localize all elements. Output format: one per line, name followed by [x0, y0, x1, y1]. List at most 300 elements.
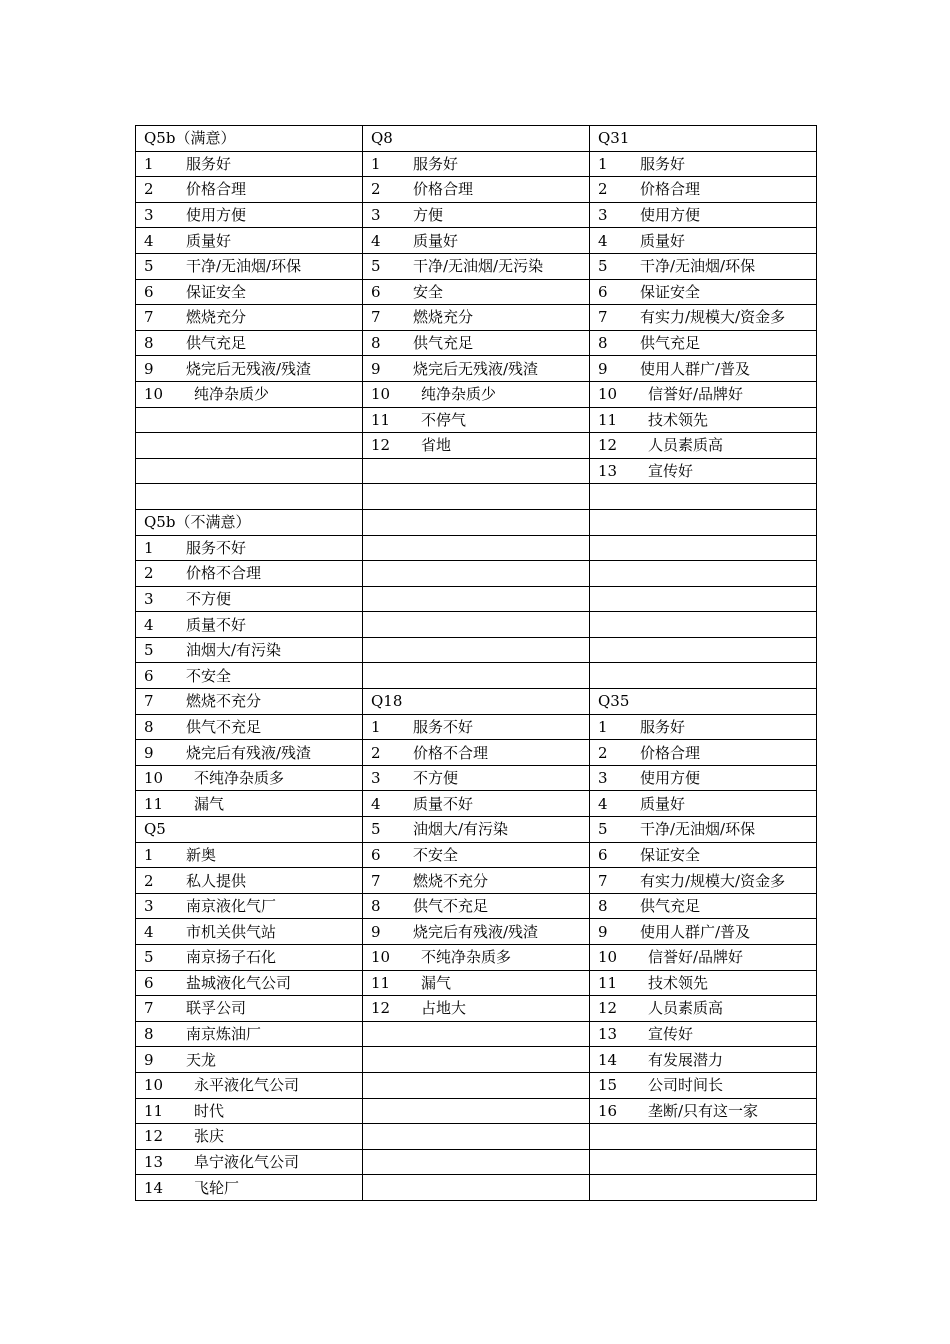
- question-header-cell: Q35: [590, 689, 817, 715]
- table-row: [136, 356, 817, 382]
- answer-code-cell: [590, 842, 817, 868]
- answer-code-number: 5: [144, 948, 154, 967]
- table-row: [136, 817, 817, 843]
- answer-code-number: 2: [144, 871, 154, 890]
- answer-code-number: 7: [144, 308, 154, 327]
- answer-code-cell: [363, 970, 590, 996]
- answer-code-label: 服务好: [186, 154, 232, 173]
- answer-code-label: 服务好: [640, 717, 686, 736]
- answer-code-number: 5: [371, 820, 381, 839]
- answer-code-cell: [136, 945, 363, 971]
- table-row: [136, 407, 817, 433]
- answer-code-cell: [363, 945, 590, 971]
- table-row: [136, 535, 817, 561]
- table-row: [136, 637, 817, 663]
- answer-code-cell: [590, 202, 817, 228]
- answer-code-cell: [590, 1047, 817, 1073]
- answer-code-number: 2: [144, 180, 154, 199]
- answer-code-label: 保证安全: [640, 845, 701, 864]
- answer-code-number: 2: [144, 564, 154, 583]
- answer-code-cell: [363, 202, 590, 228]
- answer-code-cell: [590, 305, 817, 331]
- answer-code-number: 7: [371, 308, 381, 327]
- answer-code-number: 8: [371, 334, 381, 353]
- empty-cell: [363, 1072, 590, 1098]
- answer-code-cell: [136, 381, 363, 407]
- empty-cell: [363, 458, 590, 484]
- answer-code-number: 10: [144, 1076, 164, 1095]
- answer-code-label: 干净/无油烟/环保: [186, 257, 302, 276]
- answer-code-number: 12: [371, 999, 391, 1018]
- answer-code-number: 7: [144, 692, 154, 711]
- empty-cell: [136, 484, 363, 510]
- table-row: [136, 1047, 817, 1073]
- answer-code-label: 价格不合理: [413, 743, 489, 762]
- answer-code-number: 11: [371, 410, 391, 429]
- answer-code-label: 联孚公司: [186, 999, 247, 1018]
- answer-code-label: 信誉好/品牌好: [648, 385, 744, 404]
- answer-code-cell: [363, 996, 590, 1022]
- answer-code-label: 纯净杂质少: [194, 385, 270, 404]
- empty-cell: [363, 1021, 590, 1047]
- answer-code-number: 2: [371, 743, 381, 762]
- answer-code-number: 4: [144, 231, 154, 250]
- table-row: [136, 663, 817, 689]
- answer-code-cell: [363, 817, 590, 843]
- answer-code-number: 8: [371, 897, 381, 916]
- answer-code-number: 12: [598, 436, 618, 455]
- answer-code-number: 9: [144, 359, 154, 378]
- empty-cell: [363, 484, 590, 510]
- table-row: [136, 893, 817, 919]
- answer-code-label: 市机关供气站: [186, 922, 277, 941]
- answer-code-cell: [136, 151, 363, 177]
- answer-code-label: 使用方便: [186, 206, 247, 225]
- answer-code-cell: [363, 919, 590, 945]
- answer-code-cell: [136, 561, 363, 587]
- answer-code-number: 8: [144, 334, 154, 353]
- answer-code-cell: [590, 330, 817, 356]
- answer-code-cell: [136, 868, 363, 894]
- answer-code-cell: [590, 433, 817, 459]
- answer-code-cell: [590, 279, 817, 305]
- answer-code-number: 6: [598, 282, 608, 301]
- answer-code-cell: [590, 714, 817, 740]
- answer-code-label: 技术领先: [648, 973, 709, 992]
- answer-code-number: 8: [144, 1025, 154, 1044]
- answer-code-cell: [363, 791, 590, 817]
- answer-code-label: 公司时间长: [648, 1076, 724, 1095]
- answer-code-number: 9: [371, 359, 381, 378]
- answer-code-label: 燃烧不充分: [413, 871, 489, 890]
- answer-code-label: 烧完后有残液/残渣: [413, 922, 539, 941]
- empty-cell: [363, 663, 590, 689]
- empty-cell: [590, 561, 817, 587]
- answer-code-number: 4: [371, 794, 381, 813]
- answer-code-label: 质量好: [640, 231, 686, 250]
- answer-code-cell: [136, 586, 363, 612]
- answer-code-number: 1: [144, 538, 154, 557]
- answer-code-number: 9: [598, 359, 608, 378]
- answer-code-label: 使用人群广/普及: [640, 359, 751, 378]
- table-row: [136, 305, 817, 331]
- answer-code-label: 不纯净杂质多: [194, 769, 285, 788]
- answer-code-number: 7: [371, 871, 381, 890]
- answer-code-cell: [363, 330, 590, 356]
- answer-code-label: 不安全: [413, 845, 459, 864]
- answer-code-number: 1: [598, 717, 608, 736]
- answer-code-number: 3: [144, 897, 154, 916]
- answer-code-cell: [590, 919, 817, 945]
- question-header-cell: Q8: [363, 126, 590, 152]
- answer-code-cell: [590, 791, 817, 817]
- answer-code-cell: [136, 1175, 363, 1201]
- answer-code-cell: [136, 1021, 363, 1047]
- question-header-cell: Q5b（满意）: [136, 126, 363, 152]
- answer-code-cell: [363, 305, 590, 331]
- answer-code-number: 13: [144, 1153, 164, 1172]
- empty-cell: [363, 535, 590, 561]
- answer-code-cell: [136, 1072, 363, 1098]
- answer-code-cell: [590, 177, 817, 203]
- answer-code-cell: [363, 893, 590, 919]
- answer-code-number: 12: [598, 999, 618, 1018]
- table-row: [136, 330, 817, 356]
- answer-code-number: 10: [371, 948, 391, 967]
- answer-code-number: 10: [144, 385, 164, 404]
- answer-code-label: 保证安全: [640, 282, 701, 301]
- table-row: [136, 126, 817, 152]
- answer-code-label: 供气充足: [413, 334, 474, 353]
- answer-code-cell: [363, 433, 590, 459]
- answer-code-number: 4: [598, 231, 608, 250]
- answer-code-cell: [136, 893, 363, 919]
- answer-code-cell: [136, 253, 363, 279]
- answer-code-number: 11: [371, 973, 391, 992]
- answer-code-label: 宣传好: [648, 1025, 694, 1044]
- answer-code-cell: [136, 689, 363, 715]
- answer-code-cell: [590, 945, 817, 971]
- answer-code-label: 服务好: [640, 154, 686, 173]
- answer-code-number: 1: [371, 717, 381, 736]
- answer-code-label: 供气不充足: [186, 717, 262, 736]
- answer-code-label: 不停气: [421, 410, 467, 429]
- empty-cell: [363, 637, 590, 663]
- answer-code-number: 5: [598, 820, 608, 839]
- answer-code-number: 6: [598, 845, 608, 864]
- answer-code-label: 张庆: [194, 1127, 225, 1146]
- answer-code-label: 供气充足: [186, 334, 247, 353]
- answer-code-cell: [590, 765, 817, 791]
- table-row: [136, 228, 817, 254]
- answer-code-number: 9: [598, 922, 608, 941]
- answer-code-label: 不纯净杂质多: [421, 948, 512, 967]
- answer-code-cell: [136, 765, 363, 791]
- answer-code-label: 宣传好: [648, 462, 694, 481]
- answer-code-number: 16: [598, 1101, 618, 1120]
- answer-code-label: 烧完后有残液/残渣: [186, 743, 312, 762]
- answer-code-number: 13: [598, 1025, 618, 1044]
- answer-code-label: 纯净杂质少: [421, 385, 497, 404]
- answer-code-label: 方便: [413, 206, 444, 225]
- answer-code-cell: [590, 893, 817, 919]
- answer-code-cell: [590, 1021, 817, 1047]
- answer-code-label: 质量好: [413, 231, 459, 250]
- answer-code-label: 价格合理: [640, 743, 701, 762]
- answer-code-label: 服务好: [413, 154, 459, 173]
- empty-cell: [363, 1149, 590, 1175]
- answer-code-label: 供气充足: [640, 897, 701, 916]
- answer-code-number: 12: [144, 1127, 164, 1146]
- table-row: [136, 842, 817, 868]
- empty-cell: [363, 561, 590, 587]
- table-row: [136, 202, 817, 228]
- answer-code-label: 质量好: [186, 231, 232, 250]
- empty-cell: [590, 1175, 817, 1201]
- answer-code-label: 油烟大/有污染: [186, 641, 282, 660]
- answer-code-number: 14: [144, 1178, 164, 1197]
- answer-code-cell: [363, 714, 590, 740]
- table-row: [136, 1175, 817, 1201]
- answer-code-label: 信誉好/品牌好: [648, 948, 744, 967]
- answer-code-number: 8: [598, 334, 608, 353]
- answer-code-cell: [136, 1124, 363, 1150]
- answer-code-number: 5: [144, 257, 154, 276]
- table-row: [136, 970, 817, 996]
- answer-code-number: 1: [144, 154, 154, 173]
- answer-code-cell: [590, 1098, 817, 1124]
- answer-code-cell: [363, 381, 590, 407]
- table-row: [136, 1098, 817, 1124]
- answer-code-label: 价格合理: [413, 180, 474, 199]
- answer-code-label: 有实力/规模大/资金多: [640, 871, 786, 890]
- answer-code-label: 不安全: [186, 666, 232, 685]
- answer-code-number: 3: [144, 206, 154, 225]
- answer-code-cell: [363, 765, 590, 791]
- table-row: [136, 458, 817, 484]
- answer-code-cell: [363, 740, 590, 766]
- answer-code-number: 2: [598, 743, 608, 762]
- answer-code-cell: [136, 535, 363, 561]
- table-row: [136, 1124, 817, 1150]
- answer-code-number: 7: [598, 308, 608, 327]
- table-row: [136, 689, 817, 715]
- answer-code-cell: [363, 356, 590, 382]
- answer-code-label: 人员素质高: [648, 436, 724, 455]
- answer-code-cell: [136, 714, 363, 740]
- survey-code-table: [135, 125, 817, 1201]
- answer-code-number: 3: [598, 769, 608, 788]
- table-row: [136, 714, 817, 740]
- answer-code-number: 9: [144, 1050, 154, 1069]
- answer-code-cell: [136, 791, 363, 817]
- answer-code-cell: [136, 842, 363, 868]
- answer-code-cell: [136, 919, 363, 945]
- answer-code-cell: [136, 279, 363, 305]
- answer-code-number: 4: [371, 231, 381, 250]
- answer-code-label: 占地大: [421, 999, 467, 1018]
- answer-code-number: 3: [144, 589, 154, 608]
- answer-code-number: 2: [371, 180, 381, 199]
- answer-code-cell: [590, 151, 817, 177]
- table-row: [136, 945, 817, 971]
- answer-code-cell: [136, 356, 363, 382]
- table-row: [136, 561, 817, 587]
- answer-code-number: 2: [598, 180, 608, 199]
- answer-code-label: 有实力/规模大/资金多: [640, 308, 786, 327]
- answer-code-number: 8: [598, 897, 608, 916]
- answer-code-number: 6: [144, 666, 154, 685]
- answer-code-label: 使用人群广/普及: [640, 922, 751, 941]
- answer-code-number: 10: [371, 385, 391, 404]
- answer-code-cell: [590, 356, 817, 382]
- answer-code-cell: [590, 996, 817, 1022]
- empty-cell: [590, 612, 817, 638]
- answer-code-cell: [363, 177, 590, 203]
- answer-code-number: 13: [598, 462, 618, 481]
- answer-code-label: 油烟大/有污染: [413, 820, 509, 839]
- empty-cell: [363, 1124, 590, 1150]
- empty-cell: [590, 509, 817, 535]
- answer-code-label: 漏气: [194, 794, 225, 813]
- answer-code-label: 南京扬子石化: [186, 948, 277, 967]
- answer-code-cell: [136, 996, 363, 1022]
- answer-code-cell: [136, 1047, 363, 1073]
- table-row: [136, 433, 817, 459]
- answer-code-cell: [363, 253, 590, 279]
- answer-code-number: 11: [144, 794, 164, 813]
- empty-cell: [590, 586, 817, 612]
- answer-code-label: 南京炼油厂: [186, 1025, 262, 1044]
- answer-code-label: 不方便: [186, 589, 232, 608]
- empty-cell: [363, 612, 590, 638]
- empty-cell: [363, 1098, 590, 1124]
- answer-code-cell: [363, 151, 590, 177]
- answer-code-label: 燃烧充分: [186, 308, 247, 327]
- answer-code-number: 6: [144, 973, 154, 992]
- table-row: [136, 1149, 817, 1175]
- answer-code-cell: [136, 740, 363, 766]
- empty-cell: [363, 586, 590, 612]
- answer-code-number: 12: [371, 436, 391, 455]
- answer-code-label: 服务不好: [413, 717, 474, 736]
- answer-code-cell: [590, 970, 817, 996]
- answer-code-cell: [136, 637, 363, 663]
- answer-code-cell: [136, 330, 363, 356]
- question-header-cell: Q5b（不满意）: [136, 509, 363, 535]
- answer-code-number: 1: [598, 154, 608, 173]
- empty-cell: [590, 637, 817, 663]
- answer-code-label: 质量好: [640, 794, 686, 813]
- answer-code-cell: [136, 305, 363, 331]
- answer-code-label: 质量不好: [186, 615, 247, 634]
- answer-code-number: 1: [144, 845, 154, 864]
- answer-code-label: 飞轮厂: [194, 1178, 240, 1197]
- answer-code-number: 6: [371, 845, 381, 864]
- answer-code-label: 使用方便: [640, 206, 701, 225]
- answer-code-cell: [363, 228, 590, 254]
- answer-code-number: 15: [598, 1076, 618, 1095]
- answer-code-label: 安全: [413, 282, 444, 301]
- empty-cell: [363, 1175, 590, 1201]
- answer-code-number: 10: [144, 769, 164, 788]
- table-row: [136, 484, 817, 510]
- answer-code-cell: [590, 253, 817, 279]
- answer-code-cell: [363, 842, 590, 868]
- table-row: [136, 509, 817, 535]
- answer-code-label: 燃烧充分: [413, 308, 474, 327]
- answer-code-number: 7: [598, 871, 608, 890]
- answer-code-label: 垄断/只有这一家: [648, 1101, 759, 1120]
- empty-cell: [590, 535, 817, 561]
- table-row: [136, 765, 817, 791]
- answer-code-label: 保证安全: [186, 282, 247, 301]
- table-row: [136, 253, 817, 279]
- answer-code-label: 价格合理: [186, 180, 247, 199]
- answer-code-label: 人员素质高: [648, 999, 724, 1018]
- answer-code-cell: [363, 868, 590, 894]
- answer-code-label: 价格合理: [640, 180, 701, 199]
- answer-code-number: 5: [371, 257, 381, 276]
- answer-code-number: 8: [144, 717, 154, 736]
- question-header-cell: Q5: [136, 817, 363, 843]
- answer-code-number: 5: [598, 257, 608, 276]
- answer-code-label: 南京液化气厂: [186, 897, 277, 916]
- answer-code-label: 私人提供: [186, 871, 247, 890]
- table-row: [136, 919, 817, 945]
- answer-code-label: 不方便: [413, 769, 459, 788]
- table-row: [136, 612, 817, 638]
- answer-code-number: 9: [144, 743, 154, 762]
- answer-code-cell: [590, 1072, 817, 1098]
- question-header-cell: Q31: [590, 126, 817, 152]
- answer-code-number: 10: [598, 948, 618, 967]
- survey-code-table-body: [136, 126, 817, 1201]
- answer-code-number: 4: [144, 615, 154, 634]
- answer-code-label: 省地: [421, 436, 452, 455]
- answer-code-number: 6: [144, 282, 154, 301]
- answer-code-cell: [136, 663, 363, 689]
- answer-code-number: 4: [144, 922, 154, 941]
- table-row: [136, 791, 817, 817]
- empty-cell: [590, 1124, 817, 1150]
- answer-code-number: 7: [144, 999, 154, 1018]
- answer-code-cell: [363, 407, 590, 433]
- answer-code-cell: [590, 228, 817, 254]
- empty-cell: [136, 433, 363, 459]
- answer-code-number: 5: [144, 641, 154, 660]
- answer-code-label: 技术领先: [648, 410, 709, 429]
- answer-code-label: 永平液化气公司: [194, 1076, 300, 1095]
- answer-code-number: 3: [598, 206, 608, 225]
- table-row: [136, 868, 817, 894]
- table-row: [136, 177, 817, 203]
- table-row: [136, 381, 817, 407]
- answer-code-label: 阜宁液化气公司: [194, 1153, 300, 1172]
- answer-code-label: 供气充足: [640, 334, 701, 353]
- answer-code-label: 服务不好: [186, 538, 247, 557]
- answer-code-number: 9: [371, 922, 381, 941]
- answer-code-cell: [590, 868, 817, 894]
- table-row: [136, 1072, 817, 1098]
- answer-code-cell: [136, 1098, 363, 1124]
- answer-code-label: 烧完后无残液/残渣: [186, 359, 312, 378]
- answer-code-label: 使用方便: [640, 769, 701, 788]
- question-header-cell: Q18: [363, 689, 590, 715]
- answer-code-number: 3: [371, 769, 381, 788]
- answer-code-cell: [590, 740, 817, 766]
- answer-code-label: 烧完后无残液/残渣: [413, 359, 539, 378]
